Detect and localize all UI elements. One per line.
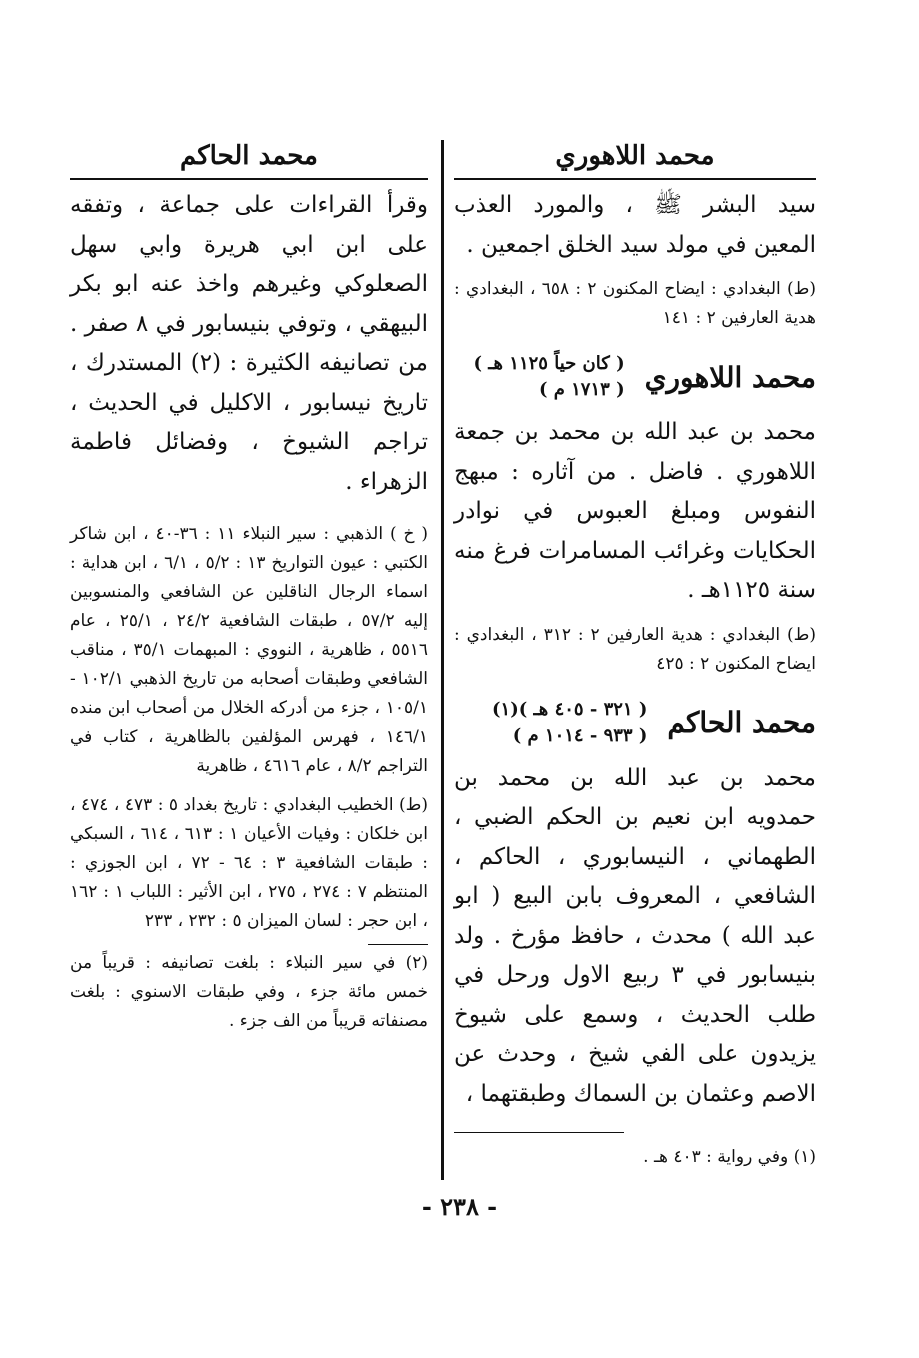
entry-dates-hakim <box>492 697 647 749</box>
entry-heading-lahori <box>454 351 816 403</box>
entry-body-hakim: محمد بن عبد الله بن محمد بن حمدويه ابن نعيم بن الحكم الضبي ، الطهماني ، النيسابوري ، الحاكم ، الشافعي ، المعروف بابن البيع ( ابو عبد الله ) محدث ، حافظ مؤرخ . ولد بنيسابور في ٣ ربيع الاول ورحل في طلب الحديث ، وسمع على شيوخ يزيدون على الفي شيخ ، وحدث عن الاصم وعثمان بن السماك وطبقتهما ، <box>454 764 816 1107</box>
entry-body-lahori: محمد بن عبد الله بن محمد بن جمعة اللاهوري . فاضل . من آثاره : مبهج النفوس ومبلغ العبوس في نوادر الحكايات وغرائب المسامرات فرغ منه سنة ١١٢٥هـ . <box>454 419 816 603</box>
footnote-rule <box>454 1132 624 1133</box>
entry-dates-lahori <box>473 351 624 403</box>
hakim-continuation-text: وقرأ القراءات على جماعة ، وتفقه على ابن ابي هريرة وابي سهل الصعلوكي وغيرهم واخذ عنه ابو بكر البيهقي ، وتوفي بنيسابور في ٨ صفر . من تصانيفه الكثيرة : (٢) المستدرك ، تاريخ نيسابور ، الاكليل في الحديث ، تراجم الشيوخ ، وفضائل فاطمة الزهراء . <box>70 192 429 495</box>
entry-heading-hakim <box>454 697 816 749</box>
hakim-references-printed: (ط) الخطيب البغدادي : تاريخ بغداد ٥ : ٤٧٣ ، ٤٧٤ ، ابن خلكان : وفيات الأعيان ١ : ٦١٣ ، ٦١٤ ، السبكي : طبقات الشافعية ٣ : ٦٤ - ٧٢ ، ابن الجوزي : المنتظم ٧ : ٢٧٤ ، ٢٧٥ ، ابن الأثير : اللباب ١ : ١٦٢ ، ابن حجر : لسان الميزان ٥ : ٢٣٢ ، ٢٣٣ <box>70 795 429 931</box>
right-running-header: محمد اللاهوري <box>454 138 816 180</box>
continuation-text: سيد البشر ﷺ ، والمورد العذب المعين في مولد سيد الخلق اجمعين . <box>454 192 816 258</box>
hakim-references-manuscripts: ( خ ) الذهبي : سير النبلاء ١١ : ٣٦-٤٠ ، ابن شاكر الكتبي : عيون التواريخ ١٣ : ٥/٢ ، ٦/١ ، ابن هداية : اسماء الرجال الناقلين عن الشافعي والمنسوبين إليه ٥٧/٢ ، طبقات الشافعية ٢٤/٢ ، ٢٥/١ ، عام ٥٥١٦ ، ظاهرية ، النووي : المبهمات ٣٥/١ ، مناقب الشافعي وطبقات أصحابه من تاريخ الذهبي ١٠٢/١ - ١٠٥/١ ، جزء من أدركه الخلال من أصحاب ابن منده ١٤٦/١ ، فهرس المؤلفين بالظاهرية ، كتاب في التراجم ٨/٢ ، عام ٤٦١٦ ، ظاهرية <box>70 524 429 776</box>
page-number: - ٢٣٨ - <box>421 1192 498 1221</box>
continuation-references: (ط) البغدادي : ايضاح المكنون ٢ : ٦٥٨ ، البغدادي : هدية العارفين ٢ : ١٤١ <box>454 279 817 328</box>
left-running-header: محمد الحاكم <box>70 138 428 180</box>
column-divider <box>441 140 444 1180</box>
left-column <box>70 138 428 1036</box>
entry-references-lahori: (ط) البغدادي : هدية العارفين ٢ : ٣١٢ ، البغدادي : ايضاح المكنون ٢ : ٤٢٥ <box>454 624 816 674</box>
date-hijri: ( كان حياً ١١٢٥ هـ ) <box>473 353 625 374</box>
date-gregorian: ( ٩٣٣ - ١٠١٤ م ) <box>512 724 648 746</box>
date-gregorian: ( ١٧١٣ م ) <box>538 379 625 400</box>
footnote-1: (١) وفي رواية : ٤٠٣ هـ . <box>643 1147 816 1167</box>
date-hijri: ( ٣٢١ - ٤٠٥ هـ )(١) <box>492 698 648 720</box>
footnote-rule <box>368 944 428 945</box>
footnote-2: (٢) في سير النبلاء : بلغت تصانيفه : قريباً من خمس مائة جزء ، وفي طبقات الاسنوي : بلغت مصنفاته قريباً من الف جزء . <box>70 953 428 1031</box>
entry-name-hakim: محمد الحاكم <box>667 706 816 739</box>
right-column <box>454 138 816 1172</box>
entry-name-lahori: محمد اللاهوري <box>644 360 816 394</box>
